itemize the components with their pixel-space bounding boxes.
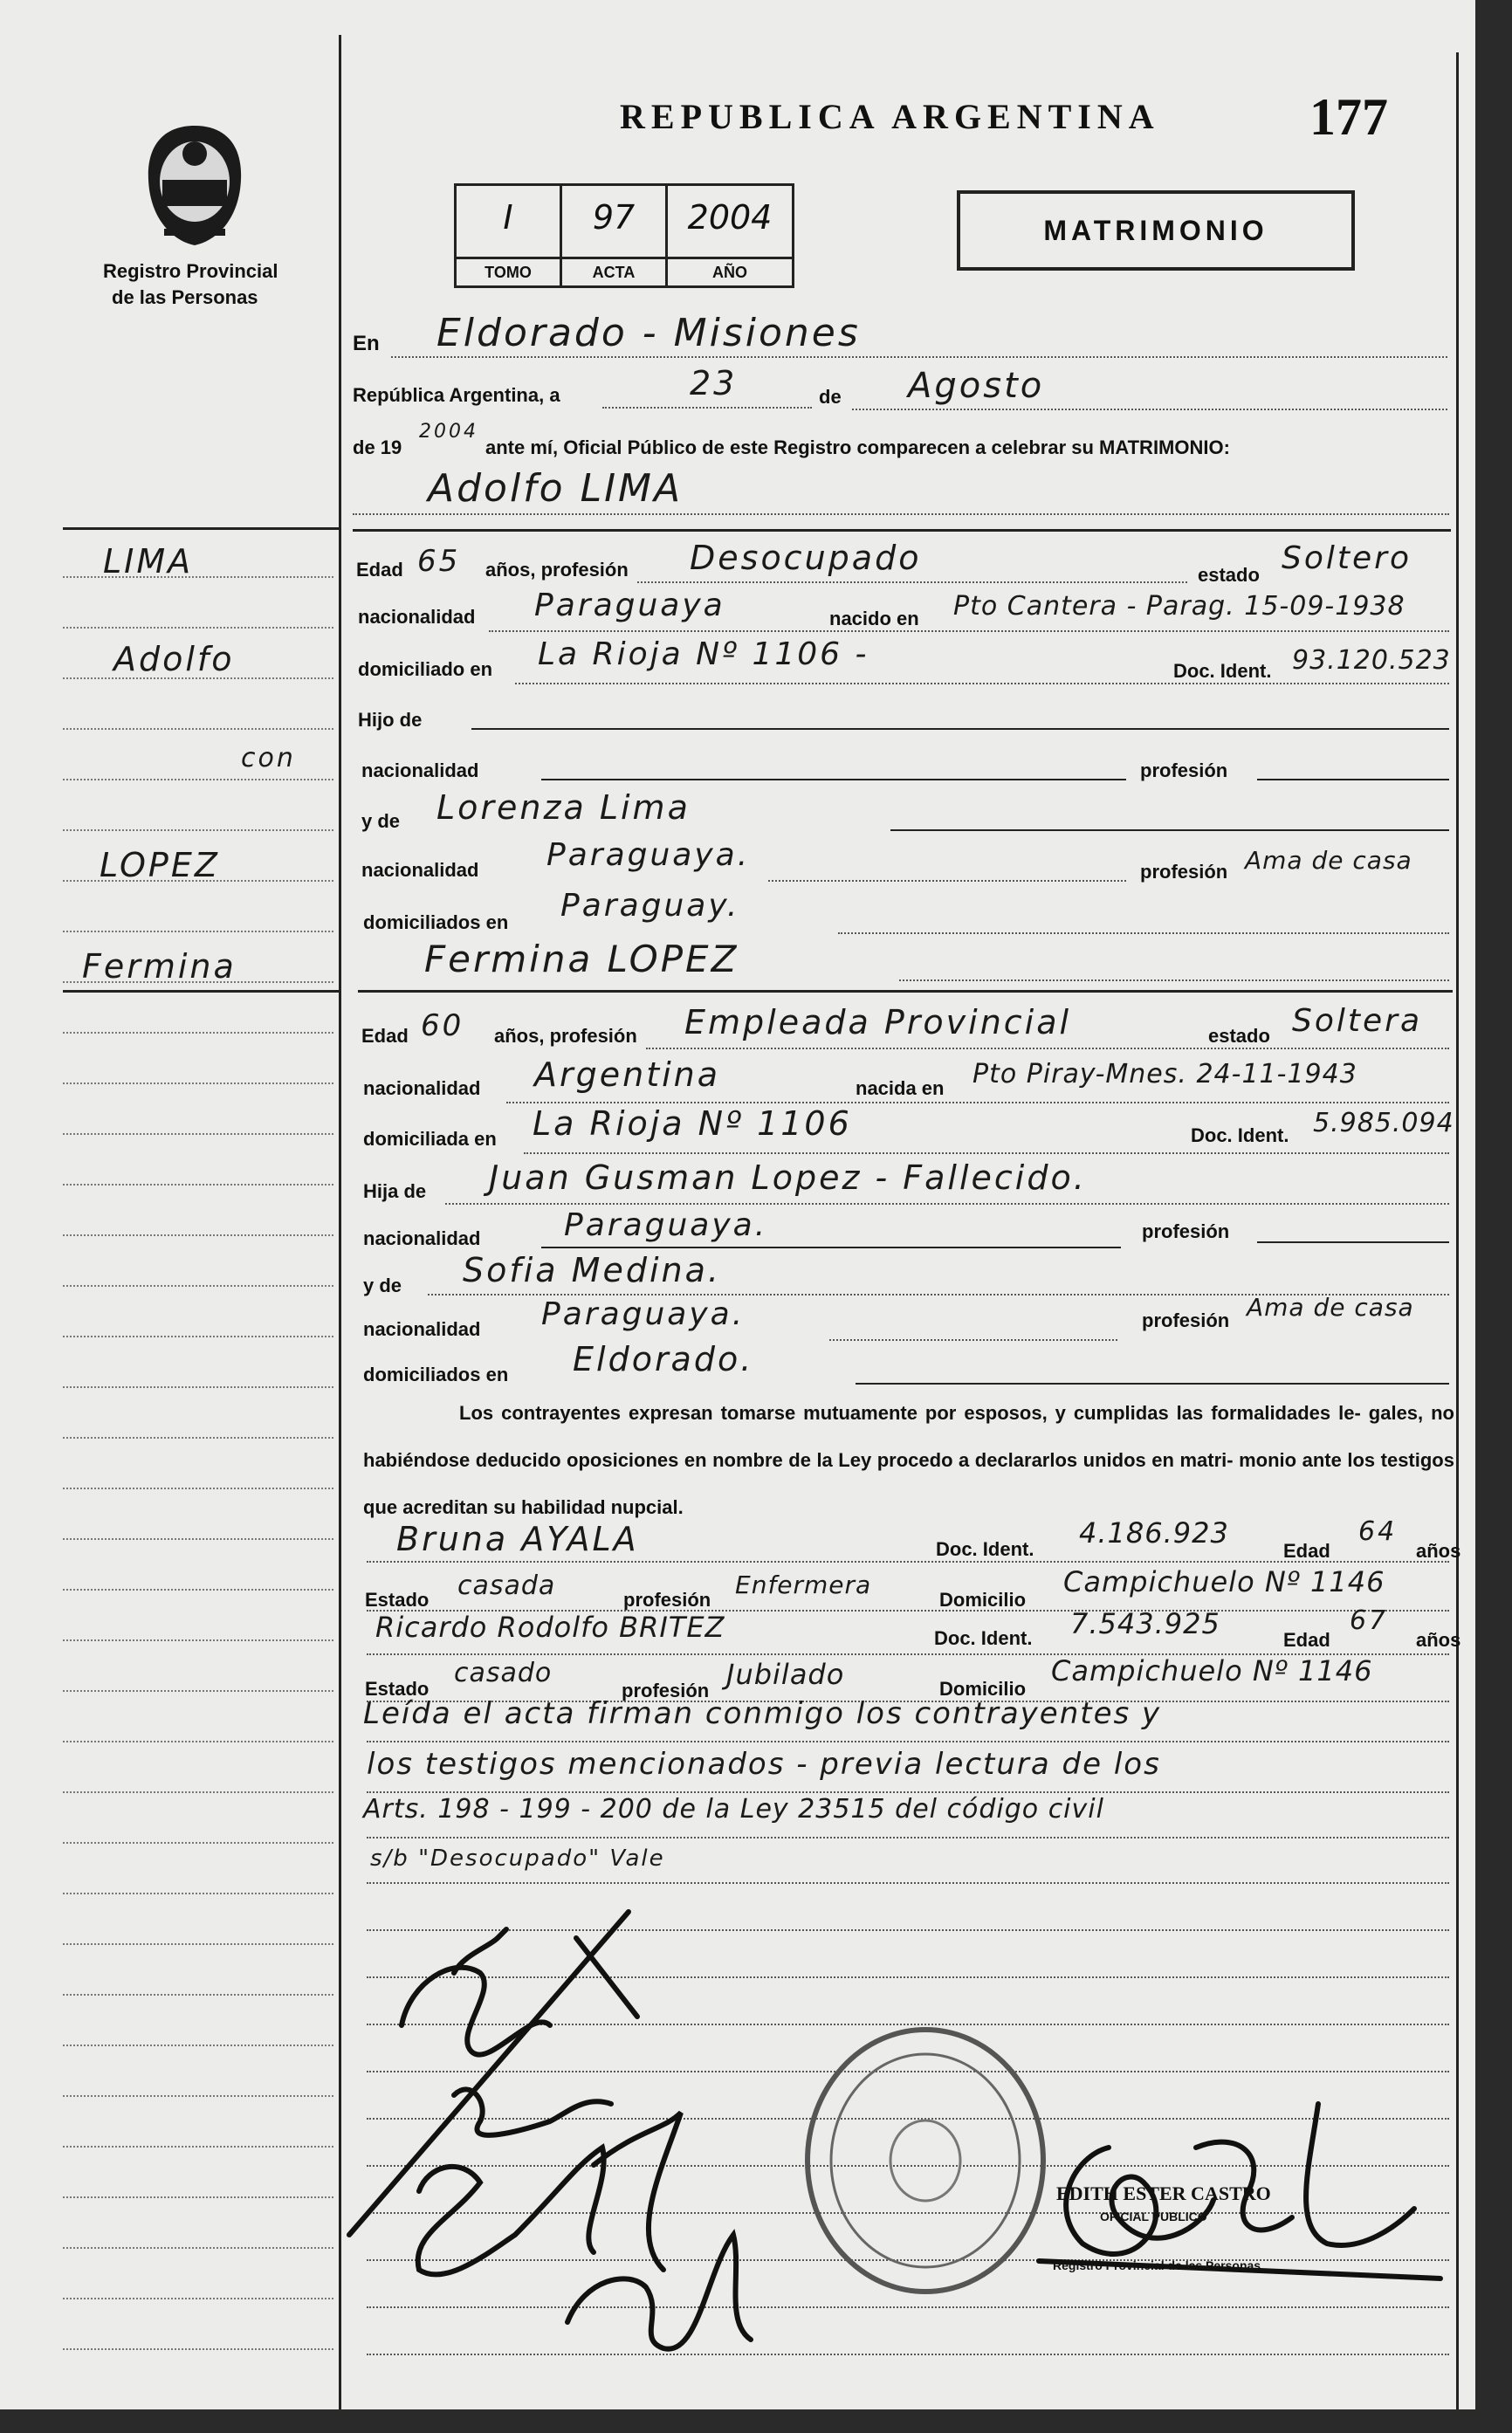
ruled-line (63, 1690, 333, 1692)
registry-name-line1: Registro Provincial (103, 260, 278, 282)
ruled-line (63, 1639, 333, 1641)
groom-estado: Soltero (1282, 540, 1412, 576)
bride-parents-address: Eldorado. (573, 1340, 754, 1378)
bride-mother: Sofia Medina. (463, 1251, 721, 1289)
margin-divider (339, 35, 341, 2409)
act-type-box: MATRIMONIO (957, 190, 1355, 271)
margin-con: con (241, 743, 296, 773)
record-box (454, 183, 794, 288)
right-border (1456, 52, 1459, 2409)
ruled-line (63, 2196, 333, 2198)
stamp-line-3: Registro Provincial de las Personas (1053, 2258, 1261, 2272)
page-number: 177 (1309, 88, 1388, 146)
margin-name-1: Adolfo (113, 640, 235, 678)
groom-age: 65 (417, 544, 461, 579)
groom-mother-nationality: Paraguaya. (546, 837, 751, 873)
ruled-line (63, 1488, 333, 1489)
witness1-name: Bruna AYALA (396, 1520, 639, 1558)
day-value: 23 (690, 364, 738, 402)
ruled-line (63, 829, 333, 831)
ruled-line (63, 2045, 333, 2046)
ruled-line (63, 2348, 333, 2350)
ruled-line (63, 1741, 333, 1742)
bride-nationality: Argentina (534, 1055, 721, 1094)
note-line-4: s/b "Desocupado" Vale (370, 1845, 665, 1872)
ruled-line (63, 1184, 333, 1186)
ruled-line (63, 627, 333, 629)
witness2-age: 67 (1350, 1605, 1389, 1636)
ruled-line (63, 1386, 333, 1388)
bride-mother-nationality: Paraguaya. (541, 1296, 746, 1332)
ruled-line (63, 2247, 333, 2249)
witness1-estado: casada (457, 1570, 556, 1601)
bride-profession: Empleada Provincial (684, 1003, 1072, 1041)
ruled-line (63, 1285, 333, 1287)
groom-parents-address: Paraguay. (560, 888, 740, 924)
signatures (349, 1903, 1013, 2392)
ano-label: AÑO (668, 257, 792, 285)
groom-mother: Lorenza Lima (436, 788, 691, 827)
acta-value: 97 (592, 198, 636, 237)
bride-mother-profession: Ama de casa (1247, 1293, 1414, 1322)
ruled-line (63, 1133, 333, 1135)
bride-father-nationality: Paraguaya. (564, 1207, 768, 1243)
ruled-line (63, 2095, 333, 2097)
ruled-line (63, 931, 333, 932)
ruled-line (63, 1589, 333, 1591)
margin-surname-1: LIMA (103, 542, 194, 581)
groom-doc: 93.120.523 (1292, 645, 1451, 676)
ruled-line (63, 1791, 333, 1793)
bride-father: Juan Gusman Lopez - Fallecido. (489, 1158, 1087, 1197)
ruled-line (63, 1234, 333, 1236)
groom-birth: Pto Cantera - Parag. 15-09-1938 (953, 591, 1405, 622)
official-signature (1030, 2095, 1449, 2296)
ruled-line (63, 1842, 333, 1844)
groom-profession: Desocupado (690, 539, 922, 577)
en-label: En (353, 332, 380, 355)
witness1-age: 64 (1358, 1516, 1398, 1547)
ruled-line (63, 1893, 333, 1894)
place-value: Eldorado - Misiones (436, 311, 861, 355)
groom-nationality: Paraguaya (534, 588, 725, 623)
ruled-line (63, 1538, 333, 1540)
registry-name-line2: de las Personas (112, 286, 258, 308)
republica-label: República Argentina, a (353, 384, 560, 406)
intro-text: ante mí, Oficial Público de este Registro comparecen a celebrar su MATRIMONIO: (485, 436, 1230, 458)
bride-full-name: Fermina LOPEZ (424, 938, 739, 980)
groom-address: La Rioja Nº 1106 - (538, 636, 869, 672)
witness1-doc: 4.186.923 (1079, 1516, 1229, 1550)
note-line-2: los testigos mencionados - previa lectura de los (367, 1747, 1161, 1782)
bride-doc: 5.985.094 (1313, 1108, 1454, 1138)
stamp-line-1: EDITH ESTER CASTRO (1056, 2182, 1271, 2204)
groom-full-name: Adolfo LIMA (428, 466, 684, 511)
bride-birth: Pto Piray-Mnes. 24-11-1943 (972, 1059, 1357, 1089)
note-line-1: Leída el acta firman conmigo los contrayentes y (363, 1696, 1162, 1731)
ruled-line (63, 1994, 333, 1996)
margin-surname-2: LOPEZ (100, 846, 220, 884)
ruled-line (63, 2298, 333, 2299)
witness1-address: Campichuelo Nº 1146 (1063, 1565, 1385, 1598)
bride-address: La Rioja Nº 1106 (533, 1104, 852, 1143)
witness2-address: Campichuelo Nº 1146 (1051, 1654, 1373, 1687)
tomo-label: TOMO (457, 257, 560, 285)
ruled-line (63, 1437, 333, 1439)
certificate-page: Registro Provincial de las Personas REPUBLICA ARGENTINA 177 I TOMO 97 ACTA 2004 AÑO MATRIMONIO En Eldorado - Misiones República Argentina, a 23 de Agosto de 19 2004 ante mí, Oficial Público de este Registro comparecen a celebrar su MATRIMONIO: Adolfo LIMA Edad 65 años, profesión Desocupado estado Soltero nacionalidad Paraguaya nacido en Pto Cantera - Parag. 15-09-1938 domiciliado en La Rioja Nº 1106 - Doc. Ident. 93.120.523 Hijo de nacionalidad profesión y de Lorenza Lima nacionalidad Paraguaya. profesión Ama de casa domiciliados en Paraguay. Fermina LOPEZ Edad 60 años, profesión Empleada Provincial estado Soltera nacionalidad Argentina nacida en Pto Piray-Mnes. 24-11-1943 domiciliada en La Rioja Nº 1106 Doc. Ident. 5.985.094 Hija de Juan Gusman Lopez - Fallecido. nacionalidad Paraguaya. profesión y de Sofia Medina. nacionalidad Paraguaya. profesión Ama de casa domiciliados en Eldorado. Los contrayentes expresan tomarse mutuamente por esposos, y cumplidas las formalidades le- gales, no habiéndose deducido oposiciones en nombre de la Ley procedo a declararlos unidos en matri- monio ante los testigos que acreditan su habilidad nupcial. Bruna AYALA Doc. Ident. 4.186.923 Edad 64 años Estado casada profesión Enfermera Domicilio Campichuelo Nº 1146 Ricardo Rodolfo BRITEZ Doc. Ident. 7.543.925 Edad 67 años Estado casado profesión Jubilado Domicilio Campichuelo Nº 1146 Leída el acta firman conmigo los contrayentes y los testigos mencionados - previa lectura de los Arts. 198 - 199 - 200 de la Ley 23515 del código civil s/b "Desocupado" Vale EDITH ESTER CASTRO OFICIAL PUBLICO Registro Provincial de las Personas LIMA Adolfo con LOPEZ Fermina (0, 0, 1475, 2409)
ruled-line (63, 1032, 333, 1034)
ruled-line (63, 1082, 333, 1084)
ruled-line (63, 728, 333, 730)
stamp-line-2: OFICIAL PUBLICO (1100, 2210, 1207, 2223)
acta-label: ACTA (562, 257, 665, 285)
bride-age: 60 (421, 1008, 464, 1043)
witness1-profession: Enfermera (735, 1570, 872, 1599)
witness2-profession: Jubilado (726, 1658, 845, 1691)
witness2-name: Ricardo Rodolfo BRITEZ (375, 1611, 725, 1644)
tomo-value: I (503, 198, 513, 237)
ruled-line (63, 1943, 333, 1945)
note-line-3: Arts. 198 - 199 - 200 de la Ley 23515 del código civil (363, 1794, 1104, 1825)
month-value: Agosto (908, 366, 1045, 406)
ruled-line (63, 1336, 333, 1337)
de-label: de (819, 386, 842, 408)
witness2-estado: casado (454, 1658, 553, 1688)
ano-value: 2004 (687, 198, 773, 237)
year-prefix: de 19 (353, 436, 402, 458)
year-value: 2004 (419, 421, 478, 443)
bride-estado: Soltera (1292, 1003, 1423, 1039)
margin-name-2: Fermina (82, 947, 237, 986)
declaration-text: Los contrayentes expresan tomarse mutuamente por esposos, y cumplidas las formalidades le- gales, no habiéndose deducido oposiciones en nombre de la Ley procedo a declararlos unidos en matri- monio ante los testigos que acreditan su habilidad nupcial. (363, 1402, 1454, 1518)
witness2-doc: 7.543.925 (1070, 1607, 1220, 1640)
groom-mother-profession: Ama de casa (1245, 846, 1412, 875)
coat-of-arms-icon (138, 119, 251, 250)
country-title: REPUBLICA ARGENTINA (620, 97, 1160, 136)
ruled-line (63, 2146, 333, 2148)
ruled-line (63, 779, 333, 780)
